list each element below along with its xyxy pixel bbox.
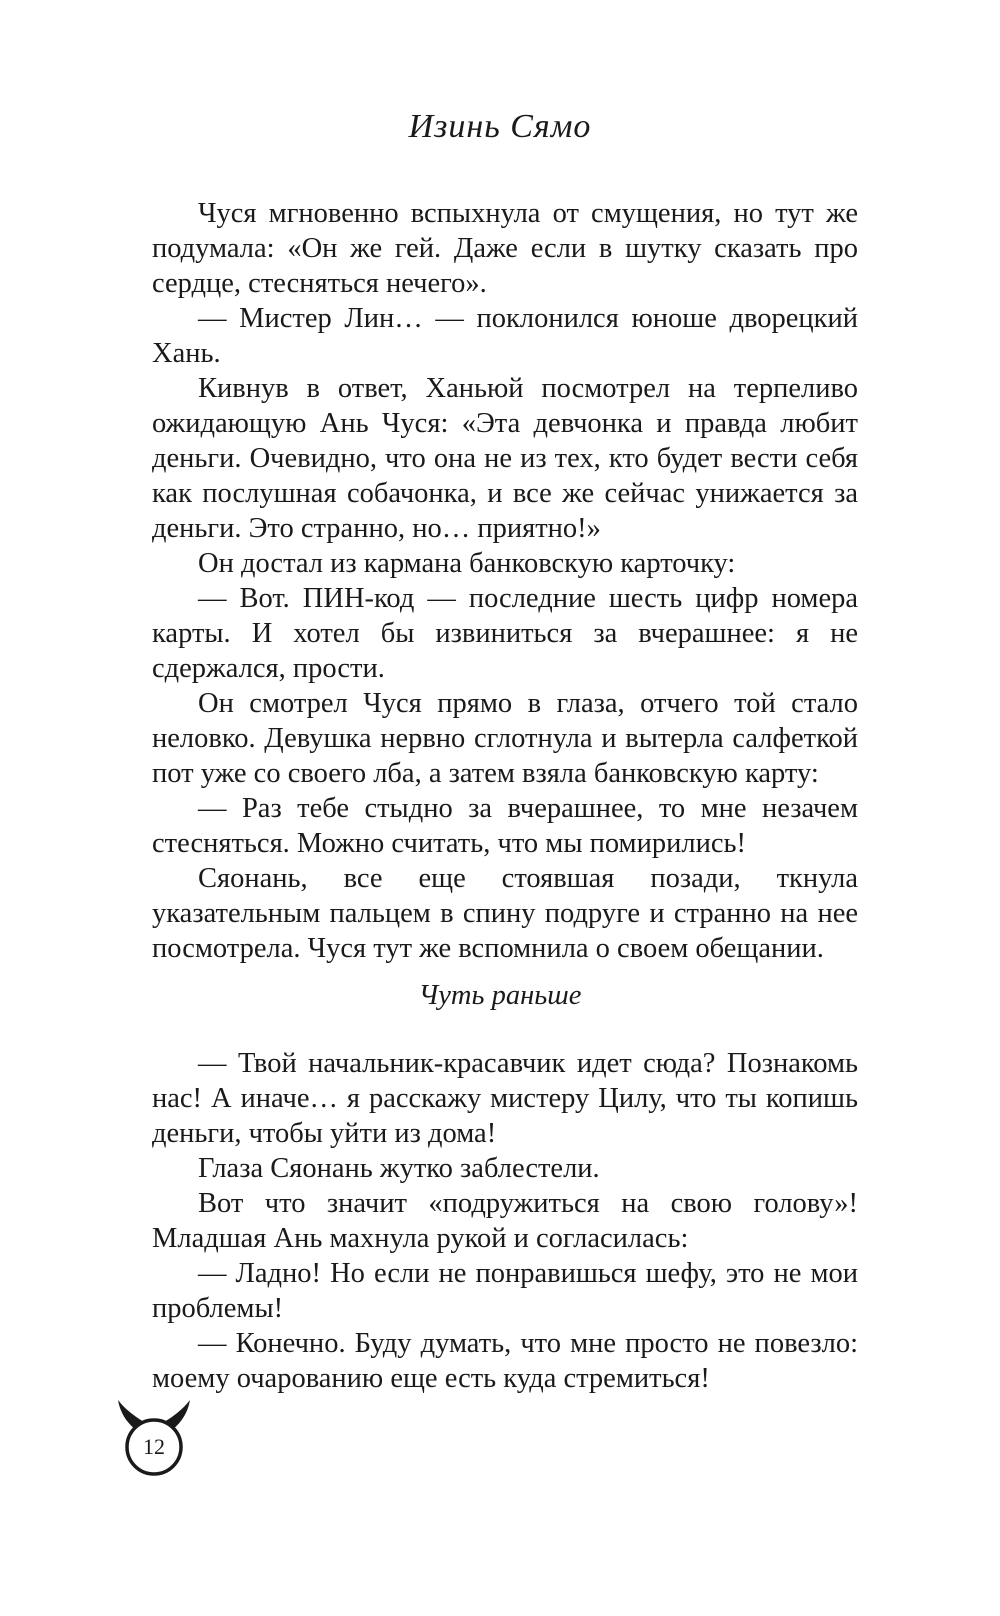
paragraph: — Ладно! Но если не понравишься шефу, это не мои проблемы! xyxy=(152,1258,858,1324)
paragraph: Глаза Сяонань жутко заблестели. xyxy=(198,1153,600,1184)
paragraph: — Конечно. Буду думать, что мне просто не повезло: моему очарованию еще есть куда стремиться! xyxy=(152,1328,858,1394)
paragraph: — Вот. ПИН-код — последние шесть цифр номера карты. И хотел бы извиниться за вчерашнее: я не сдержался, прости. xyxy=(152,583,858,684)
section-title: Чуть раньше xyxy=(418,980,582,1011)
paragraph: — Раз тебе стыдно за вчерашнее, то мне незачем стесняться. Можно считать, что мы помирились! xyxy=(152,793,858,859)
page-number-badge xyxy=(116,1400,192,1480)
paragraph: Вот что значит «подружиться на свою голову»! Младшая Ань махнула рукой и согласилась: xyxy=(152,1188,858,1254)
paragraph: — Твой начальник-красавчик идет сюда? Познакомь нас! А иначе… я расскажу мистеру Цилу, что ты копишь деньги, чтобы уйти из дома! xyxy=(152,1048,858,1149)
running-header: Изинь Сямо xyxy=(408,108,592,145)
paragraph: — Мистер Лин… — поклонился юноше дворецкий Хань. xyxy=(152,303,858,369)
paragraph: Сяонань, все еще стоявшая позади, ткнула указательным пальцем в спину подруге и странно на нее посмотрела. Чуся тут же вспомнила о своем обещании. xyxy=(152,863,858,964)
paragraph: Кивнув в ответ, Ханьюй посмотрел на терпеливо ожидающую Ань Чуся: «Эта девчонка и правда любит деньги. Очевидно, что она не из тех, кто будет вести себя как послушная собачонка, и все же сейчас унижается за деньги. Это странно, но… приятно!» xyxy=(152,373,858,544)
paragraph: Он достал из кармана банковскую карточку: xyxy=(198,548,736,579)
body-text-part1 xyxy=(152,196,858,966)
paragraph: Чуся мгновенно вспыхнула от смущения, но тут же подумала: «Он же гей. Даже если в шутку сказать про сердце, стесняться нечего». xyxy=(152,198,858,299)
paragraph: Он смотрел Чуся прямо в глаза, отчего той стало неловко. Девушка нервно сглотнула и вытерла салфеткой пот уже со своего лба, а затем взяла банковскую карту: xyxy=(152,688,858,789)
page-number: 12 xyxy=(143,1434,165,1459)
body-text-part2 xyxy=(152,1046,858,1396)
